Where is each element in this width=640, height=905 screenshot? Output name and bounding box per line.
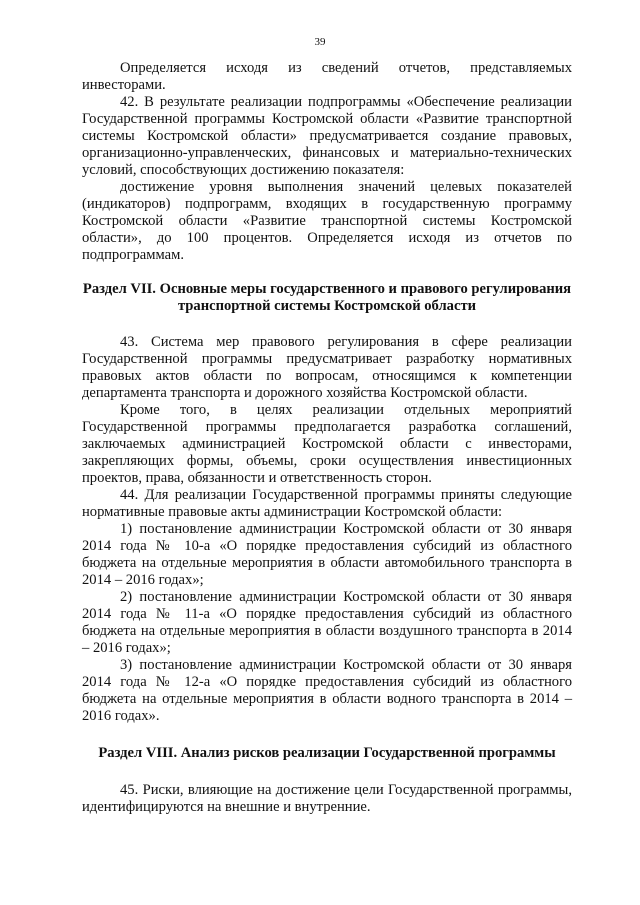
paragraph-45: 45. Риски, влияющие на достижение цели Государственной программы, идентифицируются на внешние и внутренние. xyxy=(82,782,572,815)
list-item-act-1: 1) постановление администрации Костромской области от 30 января 2014 года № 10-а «О порядке предоставления субсидий из областного бюджета на отдельные мероприятия в области автомобильного транспорта в 2014 – 2016 годах»; xyxy=(82,521,572,588)
page-number: 39 xyxy=(314,36,326,48)
paragraph-44: 44. Для реализации Государственной программы приняты следующие нормативные правовые акты администрации Костромской области: xyxy=(82,487,572,520)
list-item-act-3: 3) постановление администрации Костромской области от 30 января 2014 года № 12-а «О порядке предоставления субсидий из областного бюджета на отдельные мероприятия в области водного транспорта в 2014 – 2016 годах». xyxy=(82,657,572,724)
paragraph-agreements: Кроме того, в целях реализации отдельных мероприятий Государственной программы предполагается разработка соглашений, заключаемых администрацией Костромской области с инвесторами, закрепляющих формы, объемы, сроки осуществления инвестиционных проектов, права, обязанности и ответственность сторон. xyxy=(82,402,572,486)
paragraph-43: 43. Система мер правового регулирования в сфере реализации Государственной программы предусматривает разработку нормативных правовых актов области по вопросам, относящимся к компетенции департамента транспорта и дорожного хозяйства Костромской области. xyxy=(82,334,572,401)
paragraph-indicator-target: достижение уровня выполнения значений целевых показателей (индикаторов) подпрограмм, входящих в государственную программу Костромской области «Развитие транспортной системы Костромской области», до 100 процентов. Определяется исходя из отчетов по подпрограммам. xyxy=(82,179,572,263)
section-heading-vii: Раздел VII. Основные меры государственного и правового регулирования транспортной системы Костромской области xyxy=(82,281,572,314)
list-item-act-2: 2) постановление администрации Костромской области от 30 января 2014 года № 11-а «О порядке предоставления субсидий из областного бюджета на отдельные мероприятия в области воздушного транспорта в 2014 – 2016 годах»; xyxy=(82,589,572,656)
paragraph-42: 42. В результате реализации подпрограммы «Обеспечение реализации Государственной программы Костромской области «Развитие транспортной системы Костромской области» предусматривается создание правовых, организационно-управленческих, финансовых и материально-технических условий, способствующих достижению показателя: xyxy=(82,94,572,178)
document-body xyxy=(82,60,572,816)
section-heading-viii: Раздел VIII. Анализ рисков реализации Государственной программы xyxy=(98,745,556,761)
paragraph-investors-source: Определяется исходя из сведений отчетов, представляемых инвесторами. xyxy=(82,60,572,93)
